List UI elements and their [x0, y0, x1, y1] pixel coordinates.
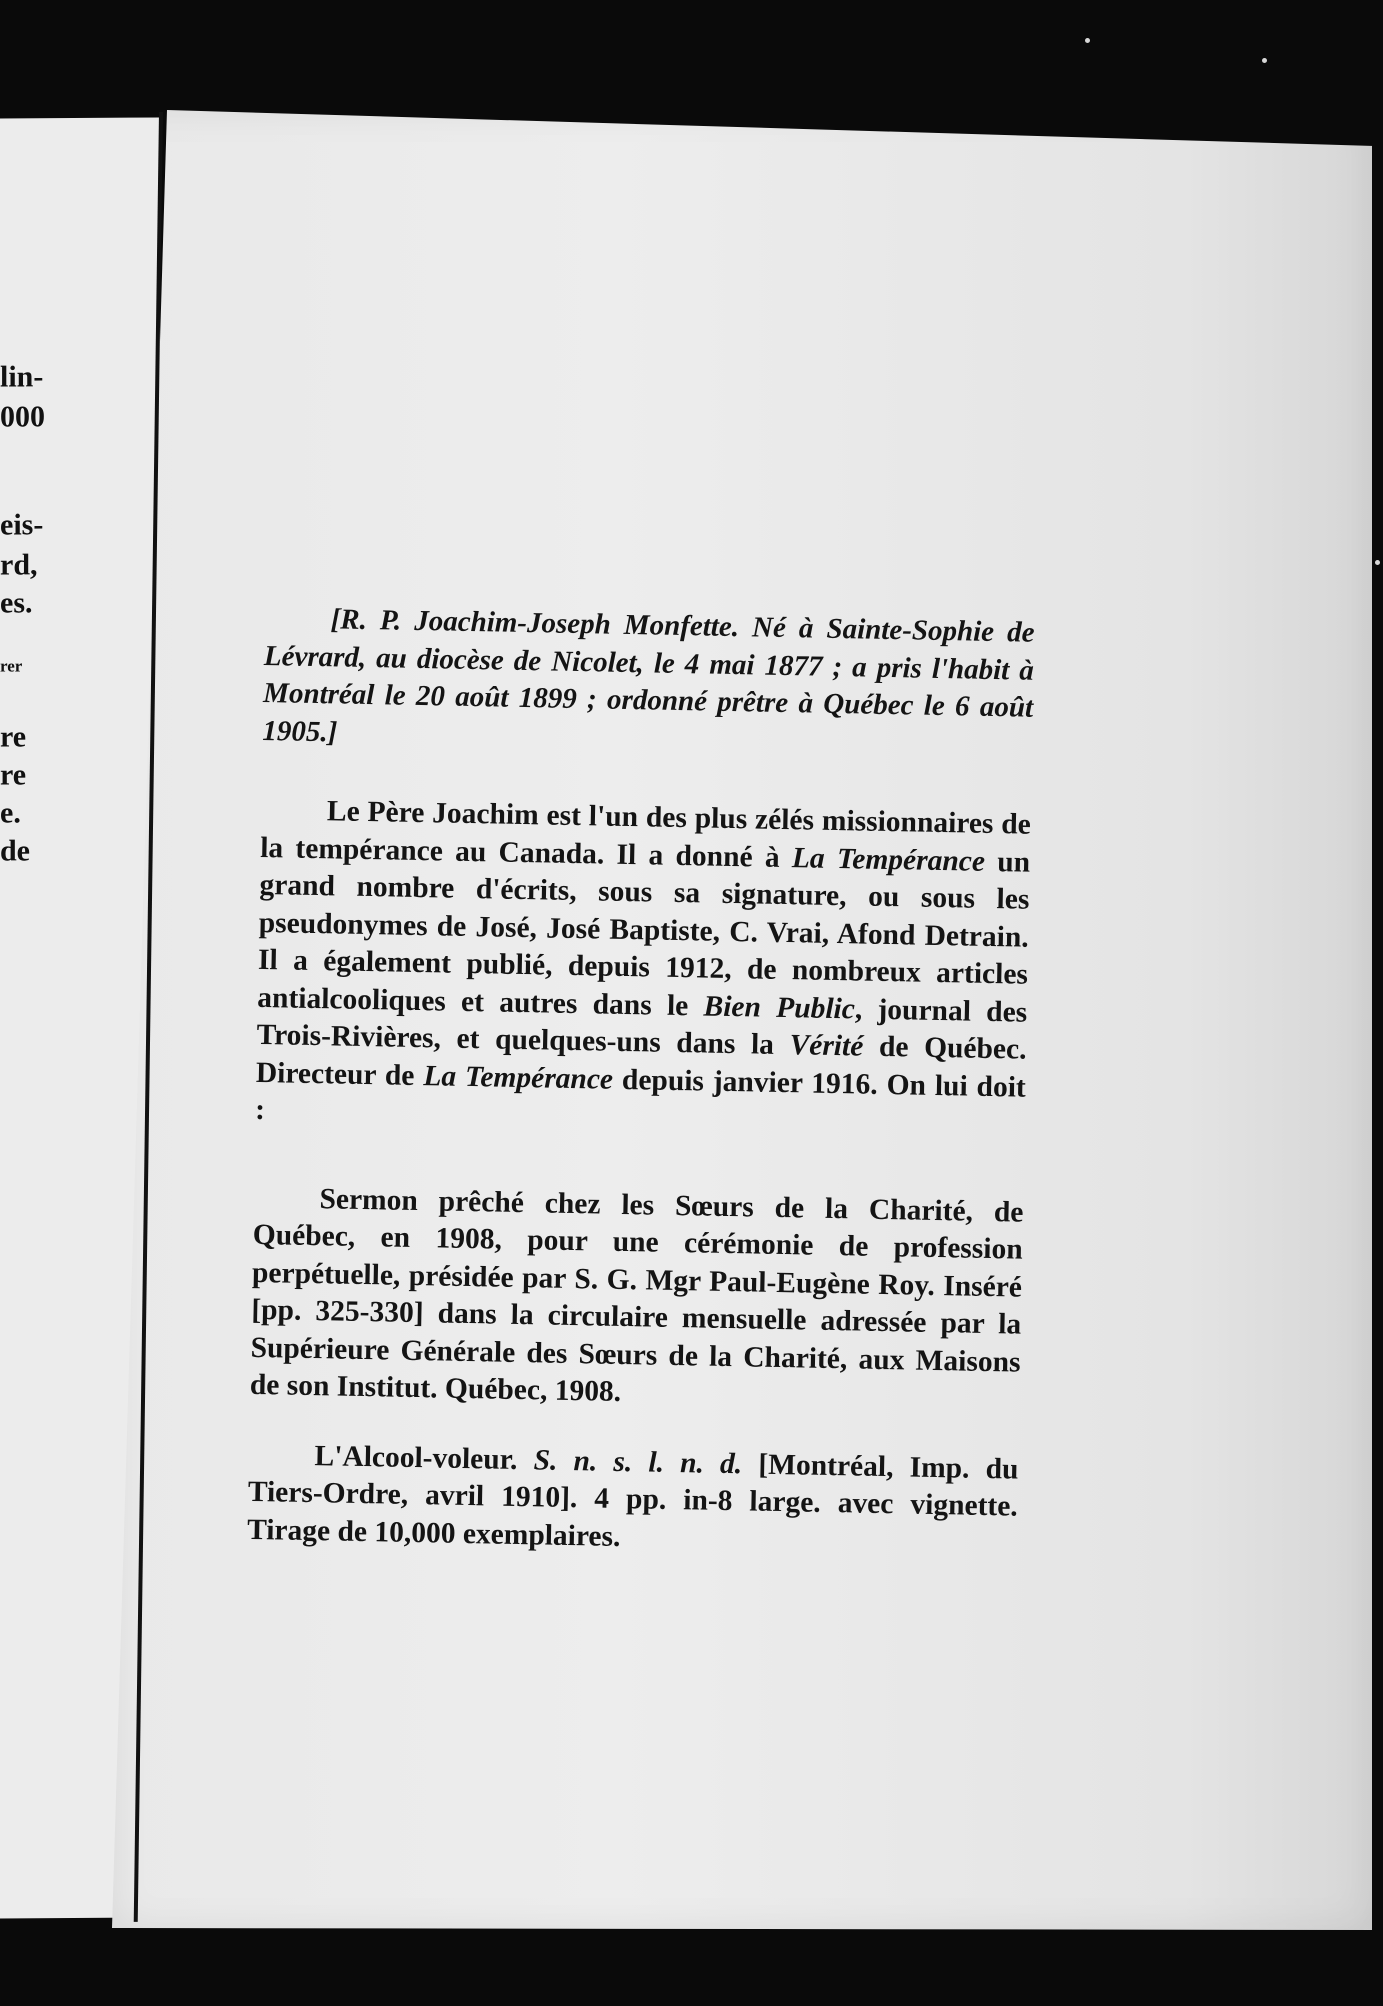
scan-speck — [1085, 38, 1090, 43]
publication-title: Bien Public — [703, 989, 856, 1025]
bio-text: depuis janvier 1916. On lui doit : — [254, 1063, 1027, 1127]
biography-paragraph — [255, 792, 1031, 1144]
author-biographical-note: [R. P. Joachim-Joseph Monfette. Né à Sainte-Sophie de Lévrard, au diocèse de Nicolet, le 4 mai 1877 ; a pris l'habit à Montréal le 20 août 1899 ; ordonné prêtre à Québec le 6 août 1905.] — [262, 603, 1035, 748]
previous-page-text-fragment: es. — [0, 586, 33, 620]
bibliography-entry — [247, 600, 1035, 1564]
publication-title: La Tempérance — [791, 841, 986, 878]
publication-title: Vérité — [789, 1029, 864, 1063]
work-title: L'Alcool-voleur. — [314, 1439, 534, 1476]
previous-page-text-fragment: re — [0, 758, 27, 792]
previous-page-text-fragment: de — [0, 834, 30, 868]
work-entry-alcool-voleur — [247, 1436, 1019, 1563]
bio-text: Le Père Joachim est l'un des plus zélés missionnaires de la tempérance au Canada. Il a donné à — [259, 795, 1032, 874]
work-imprint-note: S. n. s. l. n. d. — [533, 1443, 743, 1480]
work-entry-sermon: Sermon prêché chez les Sœurs de la Charité, de Québec, en 1908, pour une cérémonie de profession perpétuelle, présidée par S. G. Mgr Paul-Eugène Roy. Inséré [pp. 325-330] dans la circulaire mensuelle adressée par la Supérieure Générale des Sœurs de la Charité, aux Maisons de son Institut. Québec, 1908. — [249, 1182, 1024, 1408]
previous-page-text-fragment: eis- — [0, 508, 44, 542]
previous-page-text-fragment: lin- — [0, 360, 44, 394]
bio-text: un grand nombre d'écrits, sous sa signature, ou sous les pseudonymes de José, José Baptiste, C. Vrai, Afond Detrain. Il a également publié, depuis 1912, de nombreux articles antialcooliques et autres dans le — [257, 845, 1031, 1022]
work-details: [Montréal, Imp. du Tiers-Ordre, avril 1910]. 4 pp. in-8 large. avec vignette. Tirage de 10,000 exemplaires. — [246, 1447, 1019, 1553]
previous-page-text-fragment: rd, — [0, 548, 38, 582]
previous-page-text-fragment: 000 — [0, 400, 45, 434]
bio-text: , journal des Trois-Rivières, et quelques-uns dans la — [256, 992, 1028, 1062]
previous-page-text-fragment: re — [0, 720, 27, 754]
bio-text: de Québec. Directeur de — [255, 1030, 1027, 1092]
scan-speck — [1262, 58, 1267, 63]
scan-speck — [1375, 560, 1380, 565]
previous-page-text-fragment: e. — [0, 796, 21, 830]
publication-title: La Tempérance — [423, 1059, 614, 1096]
previous-page-text-fragment: rer — [0, 656, 23, 676]
